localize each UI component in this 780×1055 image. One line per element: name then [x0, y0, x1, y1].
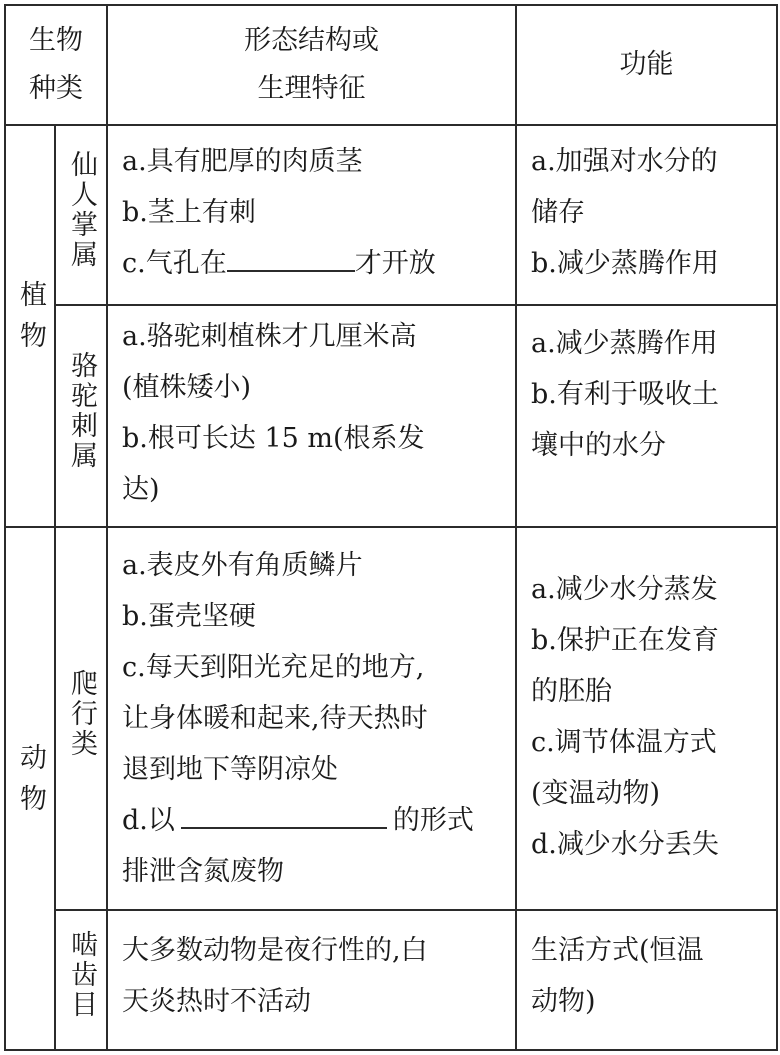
functions-cactus: [516, 125, 777, 305]
feature-line: 天炎热时不活动: [122, 986, 311, 1017]
feature-text: d.以: [122, 805, 175, 836]
functions-rodent: [516, 910, 777, 1050]
features-reptile: [107, 527, 516, 910]
function-line: 的胚胎: [531, 676, 612, 707]
function-line: a.加强对水分的: [531, 146, 718, 177]
species-rodent-label: 啮齿目: [66, 930, 97, 1020]
table-row: [5, 527, 777, 910]
fill-in-blank[interactable]: [181, 805, 387, 829]
features-cactus: [107, 125, 516, 305]
table-row: [5, 910, 777, 1050]
feature-line: 排泄含氮废物: [122, 856, 284, 887]
feature-line: a.具有肥厚的肉质茎: [122, 146, 363, 177]
feature-line: (植株矮小): [122, 372, 252, 403]
feature-line: c.每天到阳光充足的地方,: [122, 652, 425, 683]
header-species-line1: 生物: [29, 25, 83, 56]
feature-line: 大多数动物是夜行性的,白: [122, 935, 428, 966]
features-camelthorn: [107, 305, 516, 527]
table-row: [5, 125, 777, 305]
feature-line: a.骆驼刺植株才几厘米高: [122, 321, 417, 352]
species-camelthorn: [55, 305, 107, 527]
group-plant-label: 植物: [15, 280, 46, 362]
header-function: 功能: [516, 5, 777, 125]
function-line: 壤中的水分: [531, 430, 666, 461]
species-cactus-label: 仙人掌属: [66, 150, 97, 270]
species-rodent: [55, 910, 107, 1050]
features-rodent: [107, 910, 516, 1050]
feature-line: b.根可长达 15 m(根系发: [122, 423, 425, 454]
feature-line: 退到地下等阴凉处: [122, 754, 338, 785]
header-morphology-line2: 生理特征: [257, 73, 366, 104]
feature-line: b.茎上有刺: [122, 197, 256, 228]
feature-line: b.蛋壳坚硬: [122, 601, 256, 632]
function-line: 动物): [531, 986, 596, 1017]
function-line: b.减少蒸腾作用: [531, 248, 719, 279]
function-line: a.减少蒸腾作用: [531, 328, 718, 359]
fill-in-blank[interactable]: [227, 248, 355, 272]
feature-text: 的形式: [392, 805, 474, 836]
functions-reptile: [516, 527, 777, 910]
functions-camelthorn: [516, 305, 777, 527]
feature-line-with-blank: [122, 795, 507, 846]
function-line: 生活方式(恒温: [531, 935, 704, 966]
function-line: (变温动物): [531, 778, 661, 809]
header-species-line2: 种类: [29, 73, 83, 104]
feature-text: 才开放: [354, 248, 436, 279]
species-reptile: [55, 527, 107, 910]
function-line: b.保护正在发育: [531, 625, 719, 656]
header-morphology-line1: 形态结构或: [244, 25, 379, 56]
function-line: 储存: [531, 197, 585, 228]
function-line: d.减少水分丢失: [531, 829, 719, 860]
table-row: [5, 305, 777, 527]
biology-adaptation-table: [4, 4, 778, 1051]
feature-line: 达): [122, 474, 160, 505]
function-line: c.调节体温方式: [531, 727, 717, 758]
function-line: b.有利于吸收土: [531, 379, 719, 410]
feature-text: c.气孔在: [122, 248, 227, 279]
header-morphology: [107, 5, 516, 125]
feature-line: 让身体暖和起来,待天热时: [122, 703, 428, 734]
species-camelthorn-label: 骆驼刺属: [66, 351, 97, 471]
feature-line-with-blank: [122, 238, 507, 289]
group-animal-label: 动物: [15, 742, 46, 825]
species-cactus: [55, 125, 107, 305]
header-row: [5, 5, 777, 125]
header-species: [5, 5, 107, 125]
group-plant: [5, 125, 55, 527]
feature-line: a.表皮外有角质鳞片: [122, 550, 363, 581]
group-animal: [5, 527, 55, 1050]
function-line: a.减少水分蒸发: [531, 574, 718, 605]
species-reptile-label: 爬行类: [66, 668, 97, 759]
